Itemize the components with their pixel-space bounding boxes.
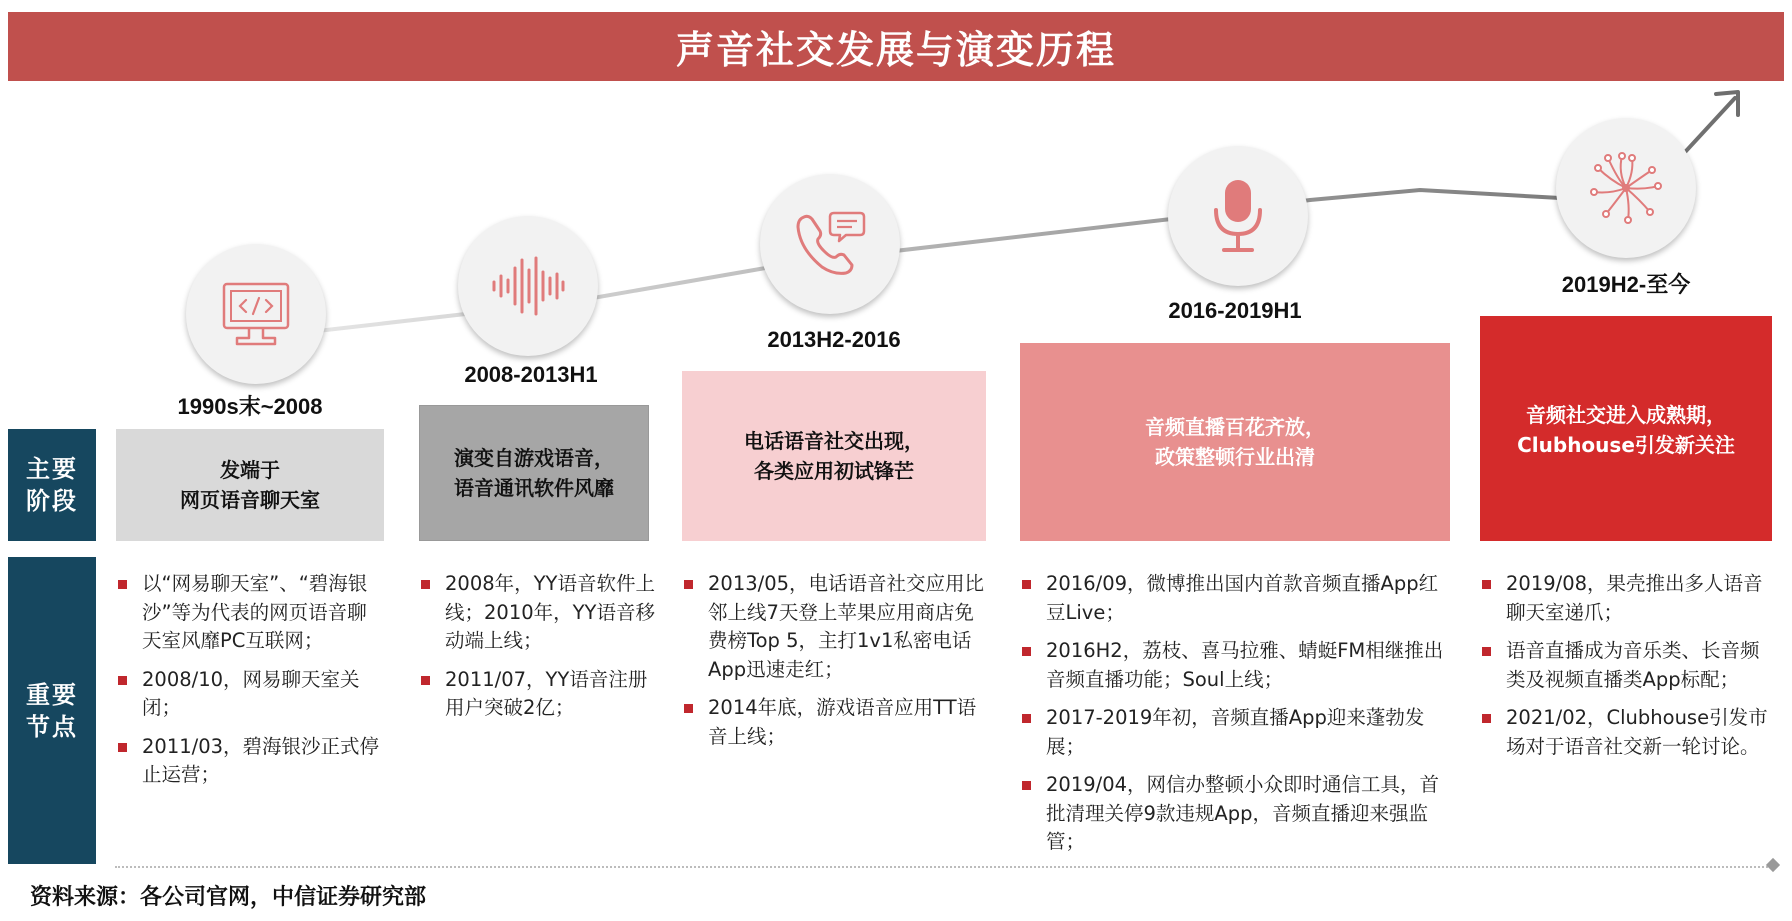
event-list <box>1480 570 1776 771</box>
event-item: 2013/05，电话语音社交应用比邻上线7天登上苹果应用商店免费榜Top 5，主打1v1私密电话App迅速走红； <box>682 570 988 684</box>
stage-box: 演变自游戏语音， 语音通讯软件风靡 <box>419 405 649 541</box>
event-list <box>116 570 384 800</box>
event-item: 以“网易聊天室”、“碧海银沙”等为代表的网页语音聊天室风靡PC互联网； <box>116 570 384 656</box>
stage-box: 发端于 网页语音聊天室 <box>116 429 384 541</box>
computer-code-icon <box>219 278 293 350</box>
phone-chat-icon <box>794 209 866 279</box>
era-label: 1990s末~2008 <box>177 394 323 419</box>
source-note: 资料来源：各公司官网，中信证券研究部 <box>30 885 427 910</box>
stage-box: 音频社交进入成熟期， Clubhouse引发新关注 <box>1480 316 1772 541</box>
network-burst-icon <box>1588 150 1664 226</box>
side-label-stages: 主要 阶段 <box>8 429 96 541</box>
trend-arrowhead <box>1716 92 1738 115</box>
side-label-milestones: 重要 节点 <box>8 557 96 864</box>
event-item: 2017-2019年初，音频直播App迎来蓬勃发展； <box>1020 704 1450 761</box>
era-label: 2016-2019H1 <box>1168 298 1302 323</box>
era-1-icon-circle <box>186 244 326 384</box>
stage-box: 电话语音社交出现， 各类应用初试锋芒 <box>682 371 986 541</box>
era-label: 2019H2-至今 <box>1561 272 1691 297</box>
event-item: 语音直播成为音乐类、长音频类及视频直播类App标配； <box>1480 637 1776 694</box>
era-2-icon-circle <box>458 216 598 356</box>
sound-wave-icon <box>490 256 566 316</box>
event-item: 2011/03，碧海银沙正式停止运营； <box>116 733 384 790</box>
era-label: 2013H2-2016 <box>767 327 901 352</box>
microphone-icon <box>1210 178 1266 254</box>
event-item: 2014年底，游戏语音应用TT语音上线； <box>682 694 988 751</box>
event-item: 2021/02，Clubhouse引发市场对于语音社交新一轮讨论。 <box>1480 704 1776 761</box>
event-item: 2019/04，网信办整顿小众即时通信工具，首批清理关停9款违规App，音频直播迎来强监管； <box>1020 771 1450 857</box>
event-list <box>1020 570 1450 867</box>
era-5-icon-circle <box>1556 118 1696 258</box>
era-label: 2008-2013H1 <box>464 362 598 387</box>
event-item: 2008年，YY语音软件上线；2010年，YY语音移动端上线； <box>419 570 664 656</box>
era-3-icon-circle <box>760 174 900 314</box>
event-item: 2011/07，YY语音注册用户突破2亿； <box>419 666 664 723</box>
event-item: 2016H2，荔枝、喜马拉雅、蜻蜓FM相继推出音频直播功能；Soul上线； <box>1020 637 1450 694</box>
footer-divider <box>115 866 1775 868</box>
stage-box: 音频直播百花齐放， 政策整顿行业出清 <box>1020 343 1450 541</box>
event-item: 2008/10，网易聊天室关闭； <box>116 666 384 723</box>
event-list <box>682 570 988 761</box>
event-item: 2019/08，果壳推出多人语音聊天室递爪； <box>1480 570 1776 627</box>
event-item: 2016/09，微博推出国内首款音频直播App红豆Live； <box>1020 570 1450 627</box>
page-title: 声音社交发展与演变历程 <box>675 28 1116 72</box>
era-4-icon-circle <box>1168 146 1308 286</box>
event-list <box>419 570 664 733</box>
